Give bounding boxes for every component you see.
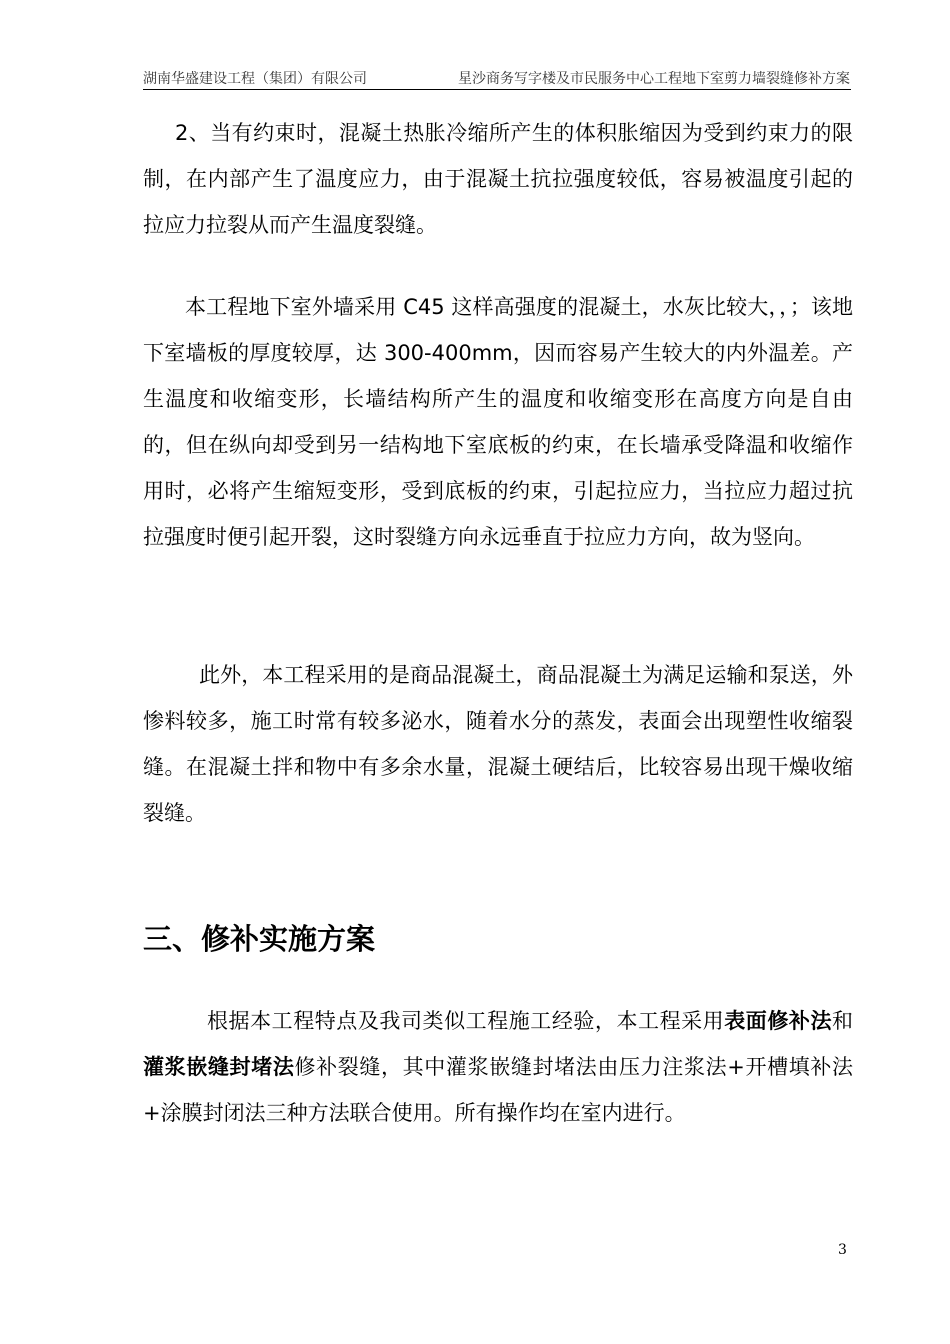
header-project-title: 星沙商务写字楼及市民服务中心工程地下室剪力墙裂缝修补方案 (458, 71, 850, 87)
repair-plan-text-1: 根据本工程特点及我司类似工程施工经验，本工程采用 (207, 1009, 725, 1033)
header-company: 湖南华盛建设工程（集团）有限公司 (143, 71, 367, 87)
header-divider (143, 89, 851, 90)
paragraph-wall-cracking: 本工程地下室外墙采用 C45 这样高强度的混凝土，水灰比较大，，；该地下室墙板的厚度较厚，达 300-400mm，因而容易产生较大的内外温差。产生温度和收缩变形，长墙结构所产生的温度和收缩变形在高度方向是自由的，但在纵向却受到另一结构地下室底板的约束，在长墙承受降温和收缩作用时，必将产生缩短变形，受到底板的约束，引起拉应力，当拉应力超过抗拉强度时便引起开裂，这时裂缝方向永远垂直于拉应力方向，故为竖向。 (143, 295, 853, 549)
paragraph-thermal-stress: 2、当有约束时，混凝土热胀冷缩所产生的体积胀缩因为受到约束力的限制，在内部产生了温度应力，由于混凝土抗拉强度较低，容易被温度引起的拉应力拉裂从而产生温度裂缝。 (143, 121, 853, 237)
repair-method-surface: 表面修补法 (724, 1009, 833, 1033)
repair-plan-text-2: 和 (832, 1009, 854, 1033)
repair-method-grouting: 灌浆嵌缝封堵法 (143, 1055, 295, 1079)
section-heading: 三、修补实施方案 (143, 922, 376, 956)
paragraph-commercial-concrete: 此外，本工程采用的是商品混凝土，商品混凝土为满足运输和泵送，外惨料较多，施工时常有较多泌水，随着水分的蒸发，表面会出现塑性收缩裂缝。在混凝土拌和物中有多余水量，混凝土硬结后，比较容易出现干燥收缩裂缝。 (143, 663, 853, 825)
repair-plan-text-3: 修补裂缝，其中灌浆嵌缝封堵法由压力注浆法+开槽填补法+涂膜封闭法三种方法联合使用。所有操作均在室内进行。 (143, 1055, 854, 1125)
paragraph-repair-plan (143, 998, 853, 1136)
page-number: 3 (838, 1242, 847, 1258)
